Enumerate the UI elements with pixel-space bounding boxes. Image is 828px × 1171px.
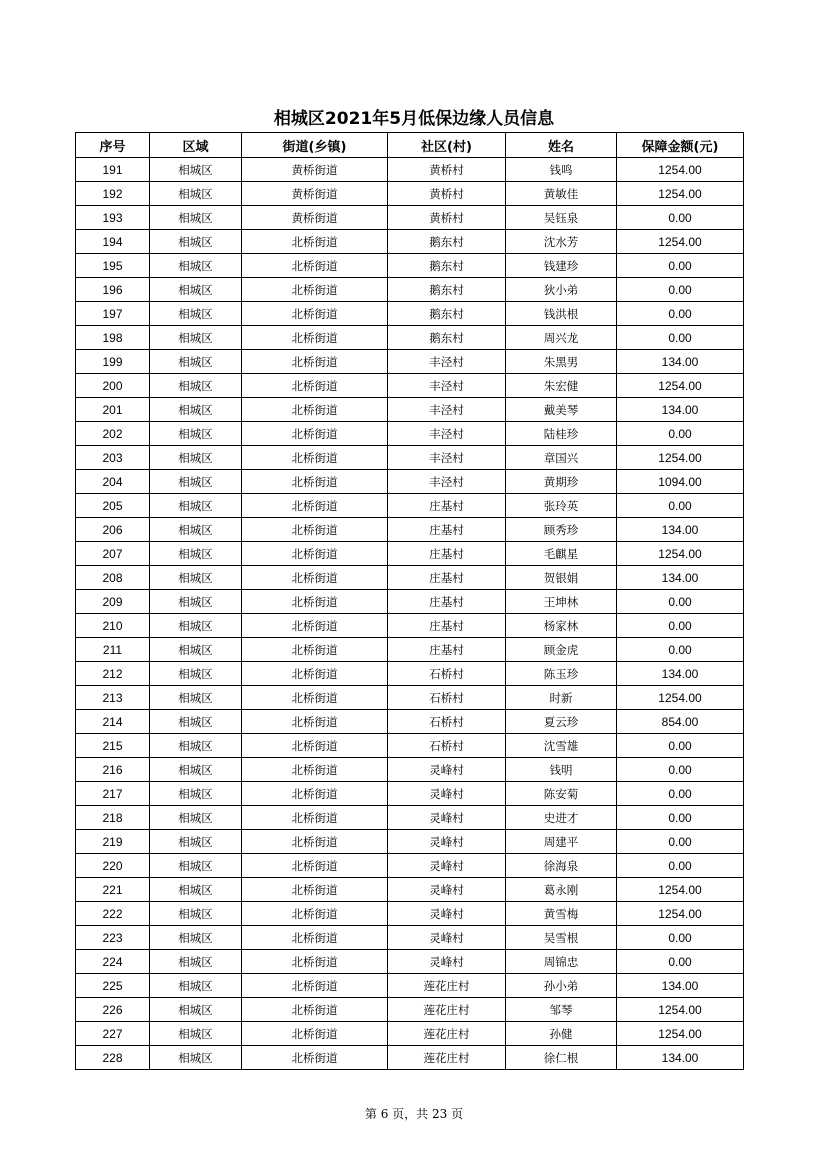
- table-row: [76, 302, 744, 326]
- table-row: [76, 206, 744, 230]
- header-index: 序号: [76, 133, 150, 158]
- amount-cell: 0.00: [617, 758, 744, 782]
- street-cell: 北桥街道: [242, 974, 388, 998]
- street-cell: 北桥街道: [242, 638, 388, 662]
- community-cell: 鹅东村: [388, 254, 506, 278]
- row-index: 223: [76, 926, 150, 950]
- table-row: [76, 158, 744, 182]
- name-cell: 贺银娟: [506, 566, 617, 590]
- row-index: 228: [76, 1046, 150, 1070]
- district-cell: 相城区: [150, 254, 242, 278]
- street-cell: 北桥街道: [242, 614, 388, 638]
- amount-cell: 134.00: [617, 974, 744, 998]
- community-cell: 庄基村: [388, 518, 506, 542]
- amount-cell: 1254.00: [617, 902, 744, 926]
- table-row: [76, 230, 744, 254]
- community-cell: 莲花庄村: [388, 1046, 506, 1070]
- table-row: [76, 806, 744, 830]
- street-cell: 北桥街道: [242, 878, 388, 902]
- table-row: [76, 278, 744, 302]
- amount-cell: 0.00: [617, 590, 744, 614]
- community-cell: 灵峰村: [388, 950, 506, 974]
- table-row: [76, 734, 744, 758]
- community-cell: 鹅东村: [388, 326, 506, 350]
- district-cell: 相城区: [150, 158, 242, 182]
- name-cell: 陆桂珍: [506, 422, 617, 446]
- street-cell: 北桥街道: [242, 902, 388, 926]
- street-cell: 北桥街道: [242, 254, 388, 278]
- street-cell: 黄桥街道: [242, 206, 388, 230]
- community-cell: 石桥村: [388, 734, 506, 758]
- row-index: 226: [76, 998, 150, 1022]
- name-cell: 史进才: [506, 806, 617, 830]
- row-index: 205: [76, 494, 150, 518]
- row-index: 209: [76, 590, 150, 614]
- district-cell: 相城区: [150, 662, 242, 686]
- name-cell: 周建平: [506, 830, 617, 854]
- community-cell: 庄基村: [388, 590, 506, 614]
- district-cell: 相城区: [150, 806, 242, 830]
- table-row: [76, 182, 744, 206]
- district-cell: 相城区: [150, 374, 242, 398]
- name-cell: 时新: [506, 686, 617, 710]
- district-cell: 相城区: [150, 614, 242, 638]
- amount-cell: 1254.00: [617, 374, 744, 398]
- table-body: [76, 158, 744, 1070]
- district-cell: 相城区: [150, 638, 242, 662]
- header-district: 区域: [150, 133, 242, 158]
- row-index: 219: [76, 830, 150, 854]
- name-cell: 朱宏健: [506, 374, 617, 398]
- street-cell: 北桥街道: [242, 662, 388, 686]
- community-cell: 石桥村: [388, 710, 506, 734]
- street-cell: 北桥街道: [242, 398, 388, 422]
- name-cell: 狄小弟: [506, 278, 617, 302]
- district-cell: 相城区: [150, 278, 242, 302]
- amount-cell: 1254.00: [617, 446, 744, 470]
- table-row: [76, 782, 744, 806]
- amount-cell: 1254.00: [617, 1022, 744, 1046]
- community-cell: 庄基村: [388, 614, 506, 638]
- community-cell: 鹅东村: [388, 278, 506, 302]
- name-cell: 孙健: [506, 1022, 617, 1046]
- district-cell: 相城区: [150, 758, 242, 782]
- amount-cell: 0.00: [617, 422, 744, 446]
- row-index: 196: [76, 278, 150, 302]
- amount-cell: 0.00: [617, 614, 744, 638]
- row-index: 191: [76, 158, 150, 182]
- amount-cell: 1254.00: [617, 158, 744, 182]
- amount-cell: 0.00: [617, 638, 744, 662]
- amount-cell: 134.00: [617, 662, 744, 686]
- street-cell: 北桥街道: [242, 422, 388, 446]
- district-cell: 相城区: [150, 350, 242, 374]
- community-cell: 庄基村: [388, 638, 506, 662]
- name-cell: 章国兴: [506, 446, 617, 470]
- table-row: [76, 758, 744, 782]
- amount-cell: 1094.00: [617, 470, 744, 494]
- table-row: [76, 878, 744, 902]
- name-cell: 顾秀珍: [506, 518, 617, 542]
- amount-cell: 1254.00: [617, 182, 744, 206]
- row-index: 224: [76, 950, 150, 974]
- community-cell: 鹅东村: [388, 230, 506, 254]
- table-row: [76, 686, 744, 710]
- district-cell: 相城区: [150, 494, 242, 518]
- amount-cell: 0.00: [617, 278, 744, 302]
- row-index: 220: [76, 854, 150, 878]
- community-cell: 丰泾村: [388, 446, 506, 470]
- district-cell: 相城区: [150, 566, 242, 590]
- community-cell: 丰泾村: [388, 374, 506, 398]
- table-row: [76, 1022, 744, 1046]
- street-cell: 北桥街道: [242, 782, 388, 806]
- street-cell: 黄桥街道: [242, 182, 388, 206]
- table-row: [76, 542, 744, 566]
- district-cell: 相城区: [150, 230, 242, 254]
- table-row: [76, 950, 744, 974]
- row-index: 201: [76, 398, 150, 422]
- street-cell: 北桥街道: [242, 950, 388, 974]
- row-index: 227: [76, 1022, 150, 1046]
- name-cell: 毛麒星: [506, 542, 617, 566]
- amount-cell: 134.00: [617, 350, 744, 374]
- name-cell: 邹琴: [506, 998, 617, 1022]
- district-cell: 相城区: [150, 398, 242, 422]
- community-cell: 灵峰村: [388, 758, 506, 782]
- district-cell: 相城区: [150, 302, 242, 326]
- name-cell: 王坤林: [506, 590, 617, 614]
- data-table: [75, 132, 744, 1070]
- community-cell: 灵峰村: [388, 854, 506, 878]
- row-index: 213: [76, 686, 150, 710]
- street-cell: 北桥街道: [242, 734, 388, 758]
- row-index: 222: [76, 902, 150, 926]
- table-row: [76, 710, 744, 734]
- name-cell: 杨家林: [506, 614, 617, 638]
- row-index: 221: [76, 878, 150, 902]
- table-row: [76, 830, 744, 854]
- street-cell: 北桥街道: [242, 470, 388, 494]
- street-cell: 北桥街道: [242, 374, 388, 398]
- name-cell: 戴美琴: [506, 398, 617, 422]
- name-cell: 吴雪根: [506, 926, 617, 950]
- table-row: [76, 614, 744, 638]
- row-index: 204: [76, 470, 150, 494]
- row-index: 212: [76, 662, 150, 686]
- row-index: 207: [76, 542, 150, 566]
- name-cell: 周锦忠: [506, 950, 617, 974]
- street-cell: 北桥街道: [242, 278, 388, 302]
- street-cell: 北桥街道: [242, 302, 388, 326]
- community-cell: 灵峰村: [388, 806, 506, 830]
- table-row: [76, 326, 744, 350]
- community-cell: 灵峰村: [388, 830, 506, 854]
- district-cell: 相城区: [150, 854, 242, 878]
- district-cell: 相城区: [150, 950, 242, 974]
- amount-cell: 1254.00: [617, 686, 744, 710]
- district-cell: 相城区: [150, 830, 242, 854]
- name-cell: 徐仁根: [506, 1046, 617, 1070]
- table-row: [76, 398, 744, 422]
- row-index: 208: [76, 566, 150, 590]
- amount-cell: 0.00: [617, 254, 744, 278]
- table-row: [76, 254, 744, 278]
- district-cell: 相城区: [150, 422, 242, 446]
- table-row: [76, 1046, 744, 1070]
- street-cell: 北桥街道: [242, 1022, 388, 1046]
- amount-cell: 0.00: [617, 926, 744, 950]
- street-cell: 北桥街道: [242, 926, 388, 950]
- amount-cell: 0.00: [617, 854, 744, 878]
- district-cell: 相城区: [150, 1022, 242, 1046]
- row-index: 192: [76, 182, 150, 206]
- amount-cell: 134.00: [617, 566, 744, 590]
- table-row: [76, 662, 744, 686]
- table-row: [76, 446, 744, 470]
- district-cell: 相城区: [150, 902, 242, 926]
- document-title: 相城区2021年5月低保边缘人员信息: [273, 109, 555, 129]
- district-cell: 相城区: [150, 974, 242, 998]
- community-cell: 庄基村: [388, 542, 506, 566]
- street-cell: 北桥街道: [242, 446, 388, 470]
- amount-cell: 1254.00: [617, 230, 744, 254]
- amount-cell: 0.00: [617, 206, 744, 230]
- community-cell: 灵峰村: [388, 926, 506, 950]
- table-row: [76, 974, 744, 998]
- amount-cell: 854.00: [617, 710, 744, 734]
- community-cell: 灵峰村: [388, 782, 506, 806]
- header-name: 姓名: [506, 133, 617, 158]
- community-cell: 庄基村: [388, 494, 506, 518]
- street-cell: 北桥街道: [242, 350, 388, 374]
- name-cell: 黄期珍: [506, 470, 617, 494]
- street-cell: 北桥街道: [242, 230, 388, 254]
- name-cell: 徐海泉: [506, 854, 617, 878]
- row-index: 214: [76, 710, 150, 734]
- row-index: 216: [76, 758, 150, 782]
- district-cell: 相城区: [150, 326, 242, 350]
- district-cell: 相城区: [150, 542, 242, 566]
- street-cell: 北桥街道: [242, 806, 388, 830]
- table-row: [76, 566, 744, 590]
- row-index: 197: [76, 302, 150, 326]
- table-row: [76, 590, 744, 614]
- name-cell: 周兴龙: [506, 326, 617, 350]
- table-row: [76, 518, 744, 542]
- header-street: 街道(乡镇): [242, 133, 388, 158]
- amount-cell: 134.00: [617, 518, 744, 542]
- row-index: 198: [76, 326, 150, 350]
- community-cell: 鹅东村: [388, 302, 506, 326]
- community-cell: 黄桥村: [388, 206, 506, 230]
- table-header-row: [76, 133, 744, 158]
- row-index: 217: [76, 782, 150, 806]
- name-cell: 孙小弟: [506, 974, 617, 998]
- name-cell: 朱黑男: [506, 350, 617, 374]
- district-cell: 相城区: [150, 1046, 242, 1070]
- street-cell: 黄桥街道: [242, 158, 388, 182]
- community-cell: 黄桥村: [388, 182, 506, 206]
- row-index: 211: [76, 638, 150, 662]
- row-index: 195: [76, 254, 150, 278]
- table-row: [76, 494, 744, 518]
- table-row: [76, 638, 744, 662]
- name-cell: 陈安菊: [506, 782, 617, 806]
- amount-cell: 1254.00: [617, 878, 744, 902]
- community-cell: 丰泾村: [388, 470, 506, 494]
- community-cell: 灵峰村: [388, 878, 506, 902]
- row-index: 225: [76, 974, 150, 998]
- row-index: 218: [76, 806, 150, 830]
- street-cell: 北桥街道: [242, 590, 388, 614]
- name-cell: 钱明: [506, 758, 617, 782]
- name-cell: 陈玉珍: [506, 662, 617, 686]
- header-amount: 保障金额(元): [617, 133, 744, 158]
- row-index: 202: [76, 422, 150, 446]
- row-index: 194: [76, 230, 150, 254]
- table-row: [76, 926, 744, 950]
- amount-cell: 1254.00: [617, 542, 744, 566]
- community-cell: 丰泾村: [388, 350, 506, 374]
- name-cell: 顾金虎: [506, 638, 617, 662]
- district-cell: 相城区: [150, 206, 242, 230]
- street-cell: 北桥街道: [242, 998, 388, 1022]
- amount-cell: 0.00: [617, 734, 744, 758]
- street-cell: 北桥街道: [242, 1046, 388, 1070]
- row-index: 210: [76, 614, 150, 638]
- street-cell: 北桥街道: [242, 566, 388, 590]
- district-cell: 相城区: [150, 518, 242, 542]
- district-cell: 相城区: [150, 878, 242, 902]
- header-community: 社区(村): [388, 133, 506, 158]
- street-cell: 北桥街道: [242, 830, 388, 854]
- row-index: 215: [76, 734, 150, 758]
- name-cell: 钱洪根: [506, 302, 617, 326]
- row-index: 199: [76, 350, 150, 374]
- district-cell: 相城区: [150, 710, 242, 734]
- street-cell: 北桥街道: [242, 686, 388, 710]
- amount-cell: 0.00: [617, 950, 744, 974]
- page-footer: 第 6 页，共 23 页: [364, 1107, 464, 1121]
- community-cell: 黄桥村: [388, 158, 506, 182]
- name-cell: 吴钰泉: [506, 206, 617, 230]
- row-index: 206: [76, 518, 150, 542]
- district-cell: 相城区: [150, 182, 242, 206]
- amount-cell: 0.00: [617, 302, 744, 326]
- table-row: [76, 854, 744, 878]
- community-cell: 莲花庄村: [388, 1022, 506, 1046]
- community-cell: 莲花庄村: [388, 998, 506, 1022]
- name-cell: 葛永刚: [506, 878, 617, 902]
- table-row: [76, 902, 744, 926]
- district-cell: 相城区: [150, 590, 242, 614]
- community-cell: 莲花庄村: [388, 974, 506, 998]
- community-cell: 灵峰村: [388, 902, 506, 926]
- name-cell: 钱鸣: [506, 158, 617, 182]
- table-row: [76, 350, 744, 374]
- amount-cell: 0.00: [617, 326, 744, 350]
- amount-cell: 1254.00: [617, 998, 744, 1022]
- community-cell: 丰泾村: [388, 398, 506, 422]
- street-cell: 北桥街道: [242, 542, 388, 566]
- street-cell: 北桥街道: [242, 494, 388, 518]
- district-cell: 相城区: [150, 446, 242, 470]
- name-cell: 张玲英: [506, 494, 617, 518]
- community-cell: 石桥村: [388, 662, 506, 686]
- name-cell: 黄雪梅: [506, 902, 617, 926]
- name-cell: 沈雪雄: [506, 734, 617, 758]
- street-cell: 北桥街道: [242, 326, 388, 350]
- table-row: [76, 374, 744, 398]
- row-index: 203: [76, 446, 150, 470]
- street-cell: 北桥街道: [242, 710, 388, 734]
- name-cell: 沈水芳: [506, 230, 617, 254]
- amount-cell: 0.00: [617, 782, 744, 806]
- street-cell: 北桥街道: [242, 518, 388, 542]
- district-cell: 相城区: [150, 470, 242, 494]
- amount-cell: 0.00: [617, 830, 744, 854]
- district-cell: 相城区: [150, 998, 242, 1022]
- district-cell: 相城区: [150, 686, 242, 710]
- amount-cell: 134.00: [617, 1046, 744, 1070]
- name-cell: 钱建珍: [506, 254, 617, 278]
- name-cell: 黄敏佳: [506, 182, 617, 206]
- street-cell: 北桥街道: [242, 758, 388, 782]
- table-row: [76, 470, 744, 494]
- name-cell: 夏云珍: [506, 710, 617, 734]
- community-cell: 庄基村: [388, 566, 506, 590]
- community-cell: 石桥村: [388, 686, 506, 710]
- district-cell: 相城区: [150, 782, 242, 806]
- row-index: 193: [76, 206, 150, 230]
- community-cell: 丰泾村: [388, 422, 506, 446]
- amount-cell: 134.00: [617, 398, 744, 422]
- table-row: [76, 998, 744, 1022]
- street-cell: 北桥街道: [242, 854, 388, 878]
- amount-cell: 0.00: [617, 806, 744, 830]
- amount-cell: 0.00: [617, 494, 744, 518]
- row-index: 200: [76, 374, 150, 398]
- district-cell: 相城区: [150, 734, 242, 758]
- table-row: [76, 422, 744, 446]
- district-cell: 相城区: [150, 926, 242, 950]
